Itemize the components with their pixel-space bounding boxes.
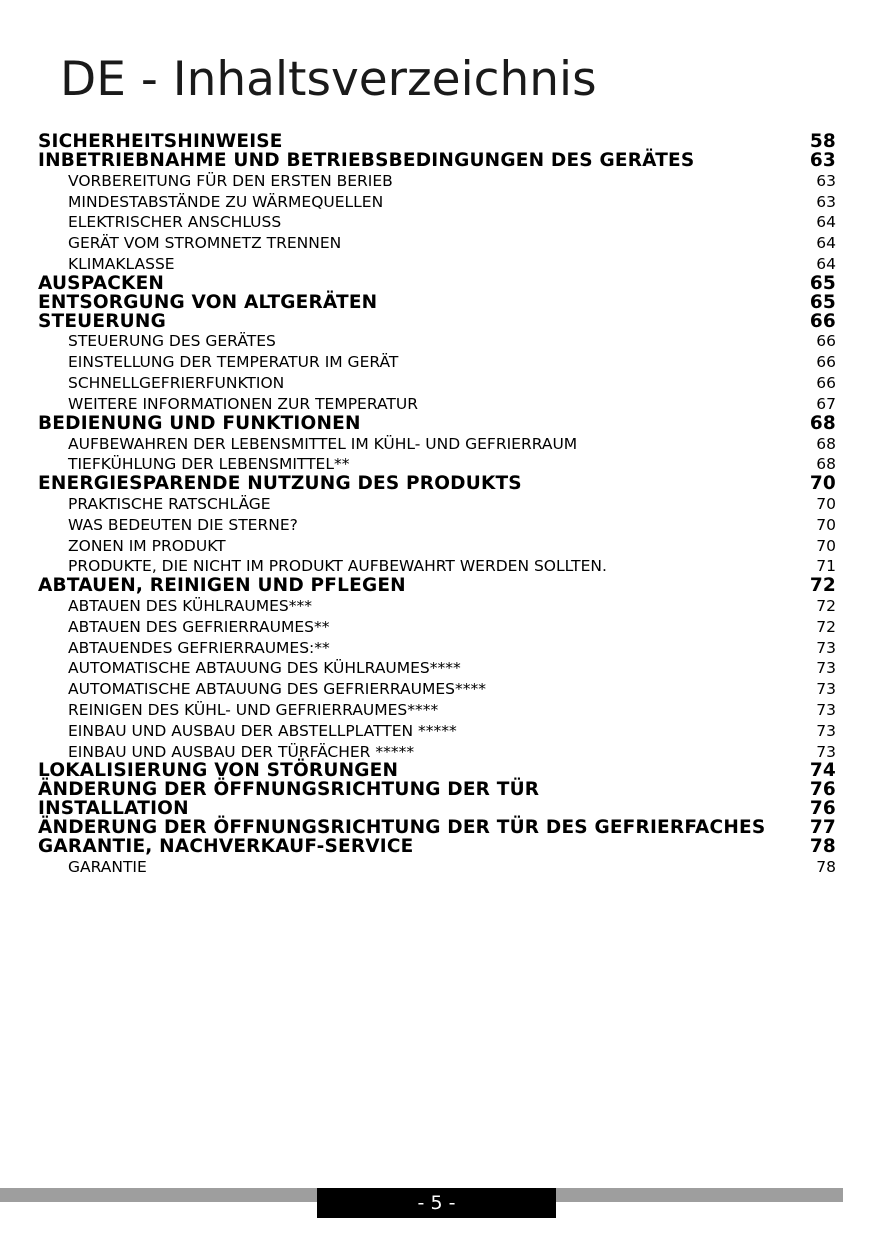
toc-entry-label: STEUERUNG DES GERÄTES: [68, 332, 276, 351]
toc-entry-label: REINIGEN DES KÜHL- UND GEFRIERRAUMES****: [68, 701, 439, 720]
toc-entry-page-number: 67: [816, 394, 836, 413]
toc-section-entry[interactable]: [38, 291, 836, 313]
toc-entry-label: ABTAUEN DES KÜHLRAUMES***: [68, 597, 312, 616]
toc-entry-page-number: 64: [816, 254, 836, 273]
toc-entry-page-number: 70: [816, 515, 836, 534]
toc-entry-page-number: 64: [816, 213, 836, 232]
toc-section-entry[interactable]: [38, 149, 836, 171]
toc-entry-page-number: 66: [816, 353, 836, 372]
toc-entry-label: AUFBEWAHREN DER LEBENSMITTEL IM KÜHL- UND GEFRIERRAUM: [68, 434, 578, 453]
toc-entry-label: ÄNDERUNG DER ÖFFNUNGSRICHTUNG DER TÜR: [38, 779, 540, 801]
toc-subsection-entry[interactable]: [38, 857, 836, 878]
toc-subsection-entry[interactable]: [38, 171, 836, 192]
toc-entry-label: INBETRIEBNAHME UND BETRIEBSBEDINGUNGEN DES GERÄTES: [38, 149, 695, 171]
toc-entry-label: AUTOMATISCHE ABTAUUNG DES GEFRIERRAUMES****: [68, 680, 487, 699]
toc-subsection-entry[interactable]: [38, 373, 836, 394]
toc-entry-label: ENTSORGUNG VON ALTGERÄTEN: [38, 291, 378, 313]
toc-subsection-entry[interactable]: [38, 638, 836, 659]
toc-subsection-entry[interactable]: [38, 658, 836, 679]
toc-entry-page-number: 78: [816, 857, 836, 876]
toc-entry-label: EINBAU UND AUSBAU DER TÜRFÄCHER *****: [68, 742, 415, 761]
toc-entry-page-number: 68: [809, 412, 836, 434]
toc-entry-page-number: 73: [816, 721, 836, 740]
toc-entry-page-number: 78: [809, 836, 836, 857]
toc-subsection-entry[interactable]: [38, 721, 836, 742]
toc-entry-label: TIEFKÜHLUNG DER LEBENSMITTEL**: [68, 455, 350, 474]
toc-subsection-entry[interactable]: [38, 233, 836, 254]
toc-entry-page-number: 58: [809, 130, 836, 152]
toc-entry-label: ABTAUENDES GEFRIERRAUMES:**: [68, 638, 330, 657]
toc-subsection-entry[interactable]: [38, 352, 836, 373]
toc-entry-label: WAS BEDEUTEN DIE STERNE?: [68, 515, 298, 534]
toc-entry-page-number: 73: [816, 659, 836, 678]
toc-entry-page-number: 72: [816, 597, 836, 616]
toc-subsection-entry[interactable]: [38, 494, 836, 515]
toc-entry-page-number: 65: [809, 272, 836, 294]
toc-entry-page-number: 70: [816, 536, 836, 555]
toc-section-entry[interactable]: [38, 838, 836, 857]
toc-entry-label: INSTALLATION: [38, 798, 189, 820]
toc-entry-label: GARANTIE, NACHVERKAUF-SERVICE: [38, 836, 414, 857]
toc-subsection-entry[interactable]: [38, 515, 836, 536]
toc-entry-label: ABTAUEN, REINIGEN UND PFLEGEN: [38, 575, 406, 597]
toc-entry-page-number: 71: [816, 557, 836, 576]
toc-entry-label: LOKALISIERUNG VON STÖRUNGEN: [38, 760, 399, 782]
toc-entry-label: ABTAUEN DES GEFRIERRAUMES**: [68, 617, 330, 636]
toc-entry-page-number: 72: [816, 617, 836, 636]
toc-entry-page-number: 73: [816, 742, 836, 761]
toc-entry-page-number: 63: [816, 192, 836, 211]
toc-subsection-entry[interactable]: [38, 536, 836, 557]
toc-section-entry[interactable]: [38, 310, 836, 332]
toc-entry-label: KLIMAKLASSE: [68, 254, 175, 273]
toc-subsection-entry[interactable]: [38, 254, 836, 275]
toc-entry-page-number: 70: [816, 495, 836, 513]
toc-entry-page-number: 68: [816, 455, 836, 474]
toc-subsection-entry[interactable]: [38, 192, 836, 213]
toc-subsection-entry[interactable]: [38, 394, 836, 415]
toc-section-entry[interactable]: [38, 412, 836, 434]
toc-entry-label: GARANTIE: [68, 857, 147, 876]
toc-entry-page-number: 76: [809, 779, 836, 801]
toc-entry-label: STEUERUNG: [38, 310, 166, 332]
toc-entry-page-number: 73: [816, 701, 836, 720]
toc-entry-page-number: 66: [816, 374, 836, 393]
toc-entry-page-number: 70: [809, 473, 836, 495]
toc-entry-label: AUTOMATISCHE ABTAUUNG DES KÜHLRAUMES****: [68, 659, 461, 678]
toc-entry-page-number: 74: [809, 760, 836, 782]
toc-entry-label: ENERGIESPARENDE NUTZUNG DES PRODUKTS: [38, 473, 522, 495]
toc-entry-page-number: 76: [809, 798, 836, 820]
toc-entry-page-number: 68: [816, 434, 836, 453]
toc-subsection-entry[interactable]: [38, 679, 836, 700]
toc-subsection-entry[interactable]: [38, 617, 836, 638]
toc-subsection-entry[interactable]: [38, 596, 836, 617]
toc-entry-label: WEITERE INFORMATIONEN ZUR TEMPERATUR: [68, 394, 418, 413]
toc-entry-page-number: 63: [816, 171, 836, 190]
toc-entry-label: MINDESTABSTÄNDE ZU WÄRMEQUELLEN: [68, 192, 384, 211]
toc-entry-label: SICHERHEITSHINWEISE: [38, 130, 283, 152]
toc-section-entry[interactable]: [38, 475, 836, 494]
toc-subsection-entry[interactable]: [38, 331, 836, 352]
toc-entry-label: EINBAU UND AUSBAU DER ABSTELLPLATTEN *****: [68, 721, 457, 740]
toc-entry-page-number: 66: [809, 310, 836, 332]
toc-entry-label: SCHNELLGEFRIERFUNKTION: [68, 374, 285, 393]
toc-entry-page-number: 73: [816, 638, 836, 657]
toc-entry-label: GERÄT VOM STROMNETZ TRENNEN: [68, 234, 342, 253]
toc-entry-label: BEDIENUNG UND FUNKTIONEN: [38, 412, 361, 434]
page-number: - 5 -: [317, 1188, 556, 1218]
toc-section-entry[interactable]: [38, 577, 836, 596]
toc-entry-page-number: 66: [816, 332, 836, 351]
toc-subsection-entry[interactable]: [38, 212, 836, 233]
toc-entry-page-number: 72: [809, 575, 836, 597]
toc-entry-label: EINSTELLUNG DER TEMPERATUR IM GERÄT: [68, 353, 399, 372]
toc-entry-page-number: 64: [816, 234, 836, 253]
toc-entry-label: ÄNDERUNG DER ÖFFNUNGSRICHTUNG DER TÜR DES GEFRIERFACHES: [38, 817, 766, 839]
toc-subsection-entry[interactable]: [38, 556, 836, 577]
toc-subsection-entry[interactable]: [38, 434, 836, 455]
toc-entry-label: ELEKTRISCHER ANSCHLUSS: [68, 213, 282, 232]
toc-entry-page-number: 65: [809, 291, 836, 313]
toc-entry-label: AUSPACKEN: [38, 272, 165, 294]
toc-subsection-entry[interactable]: [38, 454, 836, 475]
toc-entry-label: PRODUKTE, DIE NICHT IM PRODUKT AUFBEWAHRT WERDEN SOLLTEN.: [68, 557, 607, 576]
table-of-contents: [38, 130, 836, 878]
toc-entry-page-number: 73: [816, 680, 836, 699]
toc-entry-label: PRAKTISCHE RATSCHLÄGE: [68, 495, 271, 513]
toc-entry-label: VORBEREITUNG FÜR DEN ERSTEN BERIEB: [68, 171, 393, 190]
toc-section-entry[interactable]: [38, 272, 836, 294]
toc-subsection-entry[interactable]: [38, 700, 836, 721]
toc-entry-page-number: 63: [809, 149, 836, 171]
toc-entry-label: ZONEN IM PRODUKT: [68, 536, 226, 555]
toc-entry-page-number: 77: [809, 817, 836, 839]
page-title: DE - Inhaltsverzeichnis: [60, 52, 597, 107]
